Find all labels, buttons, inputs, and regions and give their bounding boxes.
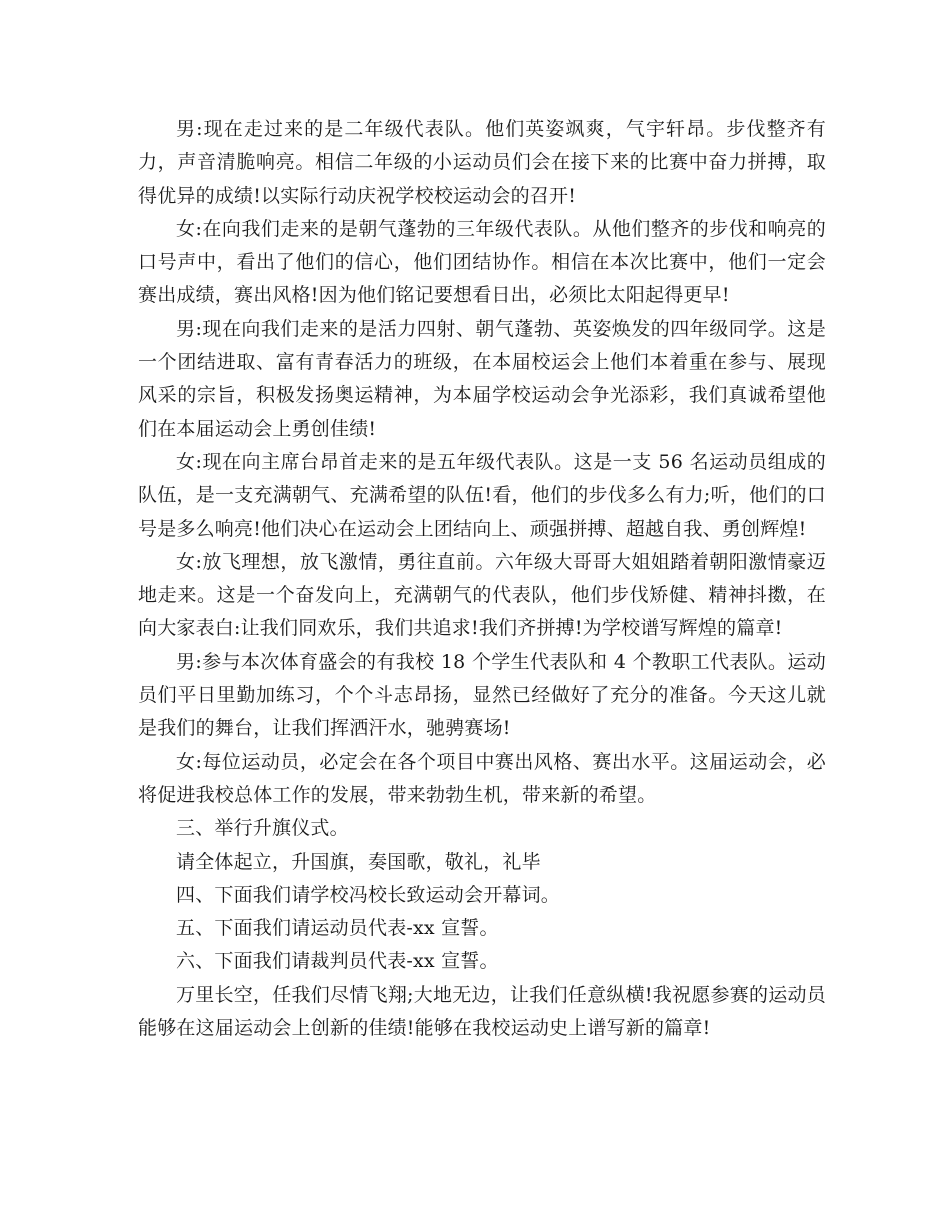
- paragraph-stand-up: 请全体起立，升国旗，奏国歌，敬礼，礼毕: [176, 850, 541, 873]
- section-athlete-oath: 五、下面我们请运动员代表-xx 宣誓。: [176, 917, 499, 940]
- paragraph-teams: 男:参与本次体育盛会的有我校 18 个学生代表队和 4 个教职工代表队。运动员们平日里勤加练习，个个斗志昂扬，显然已经做好了充分的准备。今天这儿就是我们的舞台，让我们挥洒汗水，驰骋赛场!: [138, 650, 826, 740]
- paragraph-grade4: 男:现在向我们走来的是活力四射、朝气蓬勃、英姿焕发的四年级同学。这是一个团结进取、富有青春活力的班级，在本届校运会上他们本着重在参与、展现风采的宗旨，积极发扬奥运精神，为本届学校运动会争光添彩，我们真诚希望他们在本届运动会上勇创佳绩!: [138, 317, 826, 440]
- section-referee-oath: 六、下面我们请裁判员代表-xx 宣誓。: [176, 950, 499, 973]
- paragraph-grade3: 女:在向我们走来的是朝气蓬勃的三年级代表队。从他们整齐的步伐和响亮的口号声中，看出了他们的信心，他们团结协作。相信在本次比赛中，他们一定会赛出成绩，赛出风格!因为他们铭记要想看日出，必须比太阳起得更早!: [138, 217, 826, 307]
- section-flag-ceremony: 三、举行升旗仪式。: [176, 817, 349, 840]
- document-body: [138, 113, 826, 1045]
- section-principal-speech: 四、下面我们请学校冯校长致运动会开幕词。: [176, 883, 561, 906]
- paragraph-grade6: 女:放飞理想，放飞激情，勇往直前。六年级大哥哥大姐姐踏着朝阳激情豪迈地走来。这是一个奋发向上，充满朝气的代表队，他们步伐矫健、精神抖擞，在向大家表白:让我们同欢乐，我们共追求!我们齐拼搏!为学校谱写辉煌的篇章!: [138, 550, 826, 640]
- paragraph-grade2: 男:现在走过来的是二年级代表队。他们英姿飒爽，气宇轩昂。步伐整齐有力，声音清脆响亮。相信二年级的小运动员们会在接下来的比赛中奋力拼搏，取得优异的成绩!以实际行动庆祝学校校运动会的召开!: [138, 118, 826, 207]
- paragraph-grade5: 女:现在向主席台昂首走来的是五年级代表队。这是一支 56 名运动员组成的队伍，是一支充满朝气、充满希望的队伍!看，他们的步伐多么有力;听，他们的口号是多么响亮!他们决心在运动会上团结向上、顽强拼搏、超越自我、勇创辉煌!: [138, 450, 826, 540]
- paragraph-closing-wish: 万里长空，任我们尽情飞翔;大地无边，让我们任意纵横!我祝愿参赛的运动员能够在这届运动会上创新的佳绩!能够在我校运动史上谱写新的篇章!: [138, 983, 826, 1040]
- paragraph-athletes: 女:每位运动员，必定会在各个项目中赛出风格、赛出水平。这届运动会，必将促进我校总体工作的发展，带来勃勃生机，带来新的希望。: [138, 750, 826, 806]
